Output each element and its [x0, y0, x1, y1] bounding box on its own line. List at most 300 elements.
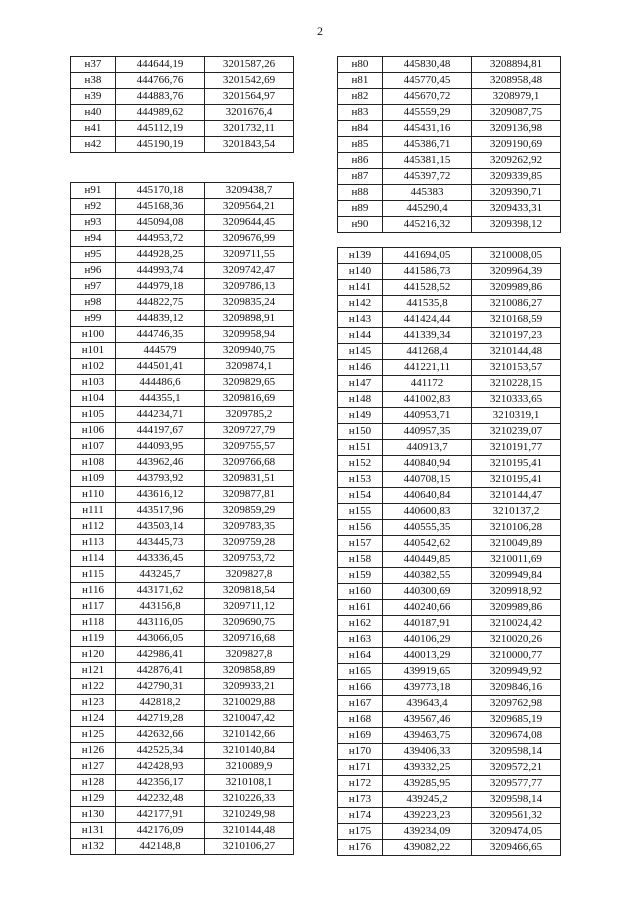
y-coordinate-cell: 3210239,07 — [472, 424, 561, 440]
point-name-cell: н120 — [71, 647, 116, 663]
table-row — [71, 183, 294, 199]
table-row — [71, 583, 294, 599]
point-name-cell: н42 — [71, 137, 116, 153]
point-name-cell: н109 — [71, 471, 116, 487]
point-name-cell: н94 — [71, 231, 116, 247]
point-name-cell: н82 — [338, 89, 383, 105]
table-row — [71, 215, 294, 231]
point-name-cell: н172 — [338, 776, 383, 792]
y-coordinate-cell: 3210191,77 — [472, 440, 561, 456]
table-row — [338, 264, 561, 280]
x-coordinate-cell: 439773,18 — [383, 680, 472, 696]
point-name-cell: н171 — [338, 760, 383, 776]
y-coordinate-cell: 3208979,1 — [472, 89, 561, 105]
x-coordinate-cell: 445290,4 — [383, 201, 472, 217]
point-name-cell: н162 — [338, 616, 383, 632]
table-row — [71, 551, 294, 567]
table-row — [71, 137, 294, 153]
x-coordinate-cell: 439082,22 — [383, 840, 472, 856]
y-coordinate-cell: 3210144,48 — [205, 823, 294, 839]
x-coordinate-cell: 444486,6 — [116, 375, 205, 391]
point-name-cell: н105 — [71, 407, 116, 423]
x-coordinate-cell: 443962,46 — [116, 455, 205, 471]
y-coordinate-cell: 3209644,45 — [205, 215, 294, 231]
y-coordinate-cell: 3210319,1 — [472, 408, 561, 424]
y-coordinate-cell: 3210137,2 — [472, 504, 561, 520]
table-row — [71, 743, 294, 759]
table-row — [71, 599, 294, 615]
table-row — [338, 312, 561, 328]
table-row — [338, 520, 561, 536]
table-row — [71, 247, 294, 263]
point-name-cell: н100 — [71, 327, 116, 343]
table-row — [338, 217, 561, 233]
y-coordinate-cell: 3210108,1 — [205, 775, 294, 791]
x-coordinate-cell: 440708,15 — [383, 472, 472, 488]
y-coordinate-cell: 3210153,57 — [472, 360, 561, 376]
point-name-cell: н102 — [71, 359, 116, 375]
point-name-cell: н149 — [338, 408, 383, 424]
y-coordinate-cell: 3210144,48 — [472, 344, 561, 360]
y-coordinate-cell: 3210024,42 — [472, 616, 561, 632]
table-row — [71, 807, 294, 823]
point-name-cell: н98 — [71, 295, 116, 311]
table-row — [71, 471, 294, 487]
table-row — [71, 89, 294, 105]
table-row — [338, 488, 561, 504]
point-name-cell: н142 — [338, 296, 383, 312]
y-coordinate-cell: 3209898,91 — [205, 311, 294, 327]
point-name-cell: н110 — [71, 487, 116, 503]
point-name-cell: н128 — [71, 775, 116, 791]
point-name-cell: н113 — [71, 535, 116, 551]
point-name-cell: н130 — [71, 807, 116, 823]
table-row — [71, 487, 294, 503]
table-row — [71, 343, 294, 359]
x-coordinate-cell: 444928,25 — [116, 247, 205, 263]
y-coordinate-cell: 3210086,27 — [472, 296, 561, 312]
table-row — [338, 648, 561, 664]
table-row — [71, 121, 294, 137]
y-coordinate-cell: 3201587,26 — [205, 57, 294, 73]
y-coordinate-cell: 3209989,86 — [472, 600, 561, 616]
x-coordinate-cell: 439643,4 — [383, 696, 472, 712]
y-coordinate-cell: 3209390,71 — [472, 185, 561, 201]
table-row — [71, 439, 294, 455]
point-name-cell: н173 — [338, 792, 383, 808]
y-coordinate-cell: 3209949,84 — [472, 568, 561, 584]
x-coordinate-cell: 445431,16 — [383, 121, 472, 137]
table-row — [71, 231, 294, 247]
x-coordinate-cell: 441694,05 — [383, 248, 472, 264]
table-row — [71, 295, 294, 311]
point-name-cell: н108 — [71, 455, 116, 471]
point-name-cell: н124 — [71, 711, 116, 727]
y-coordinate-cell: 3210228,15 — [472, 376, 561, 392]
point-name-cell: н126 — [71, 743, 116, 759]
point-name-cell: н123 — [71, 695, 116, 711]
x-coordinate-cell: 441002,83 — [383, 392, 472, 408]
point-name-cell: н40 — [71, 105, 116, 121]
x-coordinate-cell: 444953,72 — [116, 231, 205, 247]
x-coordinate-cell: 440542,62 — [383, 536, 472, 552]
point-name-cell: н151 — [338, 440, 383, 456]
y-coordinate-cell: 3209685,19 — [472, 712, 561, 728]
table-row — [338, 552, 561, 568]
x-coordinate-cell: 442632,66 — [116, 727, 205, 743]
point-name-cell: н38 — [71, 73, 116, 89]
x-coordinate-cell: 440013,29 — [383, 648, 472, 664]
point-name-cell: н88 — [338, 185, 383, 201]
point-name-cell: н146 — [338, 360, 383, 376]
x-coordinate-cell: 445383 — [383, 185, 472, 201]
point-name-cell: н92 — [71, 199, 116, 215]
x-coordinate-cell: 441221,11 — [383, 360, 472, 376]
point-name-cell: н168 — [338, 712, 383, 728]
y-coordinate-cell: 3210144,47 — [472, 488, 561, 504]
point-name-cell: н41 — [71, 121, 116, 137]
point-name-cell: н153 — [338, 472, 383, 488]
coordinates-table-bottom-right — [337, 247, 561, 856]
table-row — [338, 504, 561, 520]
y-coordinate-cell: 3209877,81 — [205, 487, 294, 503]
y-coordinate-cell: 3209949,92 — [472, 664, 561, 680]
y-coordinate-cell: 3209598,14 — [472, 744, 561, 760]
x-coordinate-cell: 445770,45 — [383, 73, 472, 89]
table-row — [338, 760, 561, 776]
x-coordinate-cell: 443171,62 — [116, 583, 205, 599]
x-coordinate-cell: 443245,7 — [116, 567, 205, 583]
table-row — [338, 696, 561, 712]
point-name-cell: н145 — [338, 344, 383, 360]
y-coordinate-cell: 3210029,88 — [205, 695, 294, 711]
table-row — [71, 535, 294, 551]
y-coordinate-cell: 3209835,24 — [205, 295, 294, 311]
point-name-cell: н104 — [71, 391, 116, 407]
table-row — [338, 440, 561, 456]
y-coordinate-cell: 3209398,12 — [472, 217, 561, 233]
x-coordinate-cell: 445381,15 — [383, 153, 472, 169]
point-name-cell: н129 — [71, 791, 116, 807]
table-row — [71, 791, 294, 807]
y-coordinate-cell: 3210020,26 — [472, 632, 561, 648]
table-row — [338, 456, 561, 472]
y-coordinate-cell: 3209433,31 — [472, 201, 561, 217]
page-number: 2 — [317, 24, 323, 38]
y-coordinate-cell: 3210142,66 — [205, 727, 294, 743]
x-coordinate-cell: 445168,36 — [116, 199, 205, 215]
table-row — [338, 808, 561, 824]
x-coordinate-cell: 442428,93 — [116, 759, 205, 775]
x-coordinate-cell: 444993,74 — [116, 263, 205, 279]
x-coordinate-cell: 444989,62 — [116, 105, 205, 121]
point-name-cell: н93 — [71, 215, 116, 231]
table-row — [338, 792, 561, 808]
point-name-cell: н116 — [71, 583, 116, 599]
table-row — [338, 424, 561, 440]
x-coordinate-cell: 440300,69 — [383, 584, 472, 600]
x-coordinate-cell: 440555,35 — [383, 520, 472, 536]
x-coordinate-cell: 440449,85 — [383, 552, 472, 568]
x-coordinate-cell: 445559,29 — [383, 105, 472, 121]
y-coordinate-cell: 3209766,68 — [205, 455, 294, 471]
y-coordinate-cell: 3210226,33 — [205, 791, 294, 807]
x-coordinate-cell: 440640,84 — [383, 488, 472, 504]
y-coordinate-cell: 3201564,97 — [205, 89, 294, 105]
table-row — [338, 169, 561, 185]
x-coordinate-cell: 445830,48 — [383, 57, 472, 73]
point-name-cell: н169 — [338, 728, 383, 744]
y-coordinate-cell: 3208894,81 — [472, 57, 561, 73]
x-coordinate-cell: 444197,67 — [116, 423, 205, 439]
x-coordinate-cell: 444355,1 — [116, 391, 205, 407]
y-coordinate-cell: 3201843,54 — [205, 137, 294, 153]
point-name-cell: н97 — [71, 279, 116, 295]
x-coordinate-cell: 439406,33 — [383, 744, 472, 760]
y-coordinate-cell: 3209190,69 — [472, 137, 561, 153]
point-name-cell: н95 — [71, 247, 116, 263]
table-row — [338, 185, 561, 201]
x-coordinate-cell: 440957,35 — [383, 424, 472, 440]
y-coordinate-cell: 3209742,47 — [205, 263, 294, 279]
table-row — [71, 631, 294, 647]
table-row — [71, 615, 294, 631]
y-coordinate-cell: 3209759,28 — [205, 535, 294, 551]
point-name-cell: н101 — [71, 343, 116, 359]
x-coordinate-cell: 439223,23 — [383, 808, 472, 824]
y-coordinate-cell: 3201542,69 — [205, 73, 294, 89]
table-row — [338, 328, 561, 344]
x-coordinate-cell: 443503,14 — [116, 519, 205, 535]
x-coordinate-cell: 442525,34 — [116, 743, 205, 759]
y-coordinate-cell: 3210008,05 — [472, 248, 561, 264]
y-coordinate-cell: 3209964,39 — [472, 264, 561, 280]
y-coordinate-cell: 3210089,9 — [205, 759, 294, 775]
x-coordinate-cell: 439234,09 — [383, 824, 472, 840]
y-coordinate-cell: 3209755,57 — [205, 439, 294, 455]
table-row — [71, 391, 294, 407]
x-coordinate-cell: 443336,45 — [116, 551, 205, 567]
point-name-cell: н90 — [338, 217, 383, 233]
point-name-cell: н170 — [338, 744, 383, 760]
table-row — [338, 248, 561, 264]
table-row — [338, 632, 561, 648]
table-row — [338, 616, 561, 632]
x-coordinate-cell: 440382,55 — [383, 568, 472, 584]
point-name-cell: н166 — [338, 680, 383, 696]
y-coordinate-cell: 3210249,98 — [205, 807, 294, 823]
point-name-cell: н163 — [338, 632, 383, 648]
x-coordinate-cell: 442876,41 — [116, 663, 205, 679]
x-coordinate-cell: 442232,48 — [116, 791, 205, 807]
table-row — [71, 105, 294, 121]
point-name-cell: н89 — [338, 201, 383, 217]
table-row — [338, 376, 561, 392]
x-coordinate-cell: 440953,71 — [383, 408, 472, 424]
y-coordinate-cell: 3210168,59 — [472, 312, 561, 328]
x-coordinate-cell: 441528,52 — [383, 280, 472, 296]
x-coordinate-cell: 439285,95 — [383, 776, 472, 792]
y-coordinate-cell: 3209598,14 — [472, 792, 561, 808]
x-coordinate-cell: 439919,65 — [383, 664, 472, 680]
point-name-cell: н107 — [71, 439, 116, 455]
point-name-cell: н112 — [71, 519, 116, 535]
x-coordinate-cell: 445170,18 — [116, 183, 205, 199]
table-row — [338, 153, 561, 169]
y-coordinate-cell: 3209753,72 — [205, 551, 294, 567]
y-coordinate-cell: 3210011,69 — [472, 552, 561, 568]
x-coordinate-cell: 444644,19 — [116, 57, 205, 73]
point-name-cell: н157 — [338, 536, 383, 552]
table-row — [71, 839, 294, 855]
y-coordinate-cell: 3210197,23 — [472, 328, 561, 344]
point-name-cell: н131 — [71, 823, 116, 839]
y-coordinate-cell: 3209339,85 — [472, 169, 561, 185]
table-row — [338, 89, 561, 105]
table-row — [338, 201, 561, 217]
point-name-cell: н119 — [71, 631, 116, 647]
table-row — [71, 711, 294, 727]
table-row — [338, 728, 561, 744]
point-name-cell: н164 — [338, 648, 383, 664]
y-coordinate-cell: 3210333,65 — [472, 392, 561, 408]
table-row — [71, 775, 294, 791]
y-coordinate-cell: 3208958,48 — [472, 73, 561, 89]
table-row — [71, 695, 294, 711]
y-coordinate-cell: 3209818,54 — [205, 583, 294, 599]
x-coordinate-cell: 443156,8 — [116, 599, 205, 615]
x-coordinate-cell: 443445,73 — [116, 535, 205, 551]
table-row — [338, 105, 561, 121]
y-coordinate-cell: 3209711,55 — [205, 247, 294, 263]
x-coordinate-cell: 443616,12 — [116, 487, 205, 503]
x-coordinate-cell: 442176,09 — [116, 823, 205, 839]
y-coordinate-cell: 3209438,7 — [205, 183, 294, 199]
x-coordinate-cell: 442148,8 — [116, 839, 205, 855]
y-coordinate-cell: 3210049,89 — [472, 536, 561, 552]
point-name-cell: н161 — [338, 600, 383, 616]
point-name-cell: н155 — [338, 504, 383, 520]
y-coordinate-cell: 3209846,16 — [472, 680, 561, 696]
table-row — [71, 423, 294, 439]
table-row — [338, 57, 561, 73]
table-row — [71, 759, 294, 775]
point-name-cell: н156 — [338, 520, 383, 536]
y-coordinate-cell: 3209577,77 — [472, 776, 561, 792]
point-name-cell: н125 — [71, 727, 116, 743]
x-coordinate-cell: 440187,91 — [383, 616, 472, 632]
table-row — [71, 199, 294, 215]
y-coordinate-cell: 3209785,2 — [205, 407, 294, 423]
coordinates-table-top-left — [70, 56, 294, 153]
x-coordinate-cell: 444746,35 — [116, 327, 205, 343]
y-coordinate-cell: 3209829,65 — [205, 375, 294, 391]
y-coordinate-cell: 3209827,8 — [205, 567, 294, 583]
table-row — [338, 824, 561, 840]
point-name-cell: н121 — [71, 663, 116, 679]
y-coordinate-cell: 3209466,65 — [472, 840, 561, 856]
y-coordinate-cell: 3209716,68 — [205, 631, 294, 647]
y-coordinate-cell: 3209762,98 — [472, 696, 561, 712]
x-coordinate-cell: 439245,2 — [383, 792, 472, 808]
x-coordinate-cell: 439567,46 — [383, 712, 472, 728]
point-name-cell: н80 — [338, 57, 383, 73]
table-row — [338, 584, 561, 600]
y-coordinate-cell: 3209690,75 — [205, 615, 294, 631]
y-coordinate-cell: 3209561,32 — [472, 808, 561, 824]
y-coordinate-cell: 3209087,75 — [472, 105, 561, 121]
x-coordinate-cell: 444979,18 — [116, 279, 205, 295]
y-coordinate-cell: 3209874,1 — [205, 359, 294, 375]
point-name-cell: н174 — [338, 808, 383, 824]
x-coordinate-cell: 444822,75 — [116, 295, 205, 311]
table-row — [71, 503, 294, 519]
table-row — [71, 375, 294, 391]
point-name-cell: н114 — [71, 551, 116, 567]
table-row — [71, 359, 294, 375]
y-coordinate-cell: 3210106,28 — [472, 520, 561, 536]
point-name-cell: н87 — [338, 169, 383, 185]
point-name-cell: н96 — [71, 263, 116, 279]
point-name-cell: н139 — [338, 248, 383, 264]
table-row — [338, 680, 561, 696]
x-coordinate-cell: 442818,2 — [116, 695, 205, 711]
table-row — [338, 392, 561, 408]
y-coordinate-cell: 3209816,69 — [205, 391, 294, 407]
point-name-cell: н148 — [338, 392, 383, 408]
x-coordinate-cell: 439463,75 — [383, 728, 472, 744]
point-name-cell: н91 — [71, 183, 116, 199]
table-row — [71, 57, 294, 73]
x-coordinate-cell: 444839,12 — [116, 311, 205, 327]
x-coordinate-cell: 440913,7 — [383, 440, 472, 456]
x-coordinate-cell: 440106,29 — [383, 632, 472, 648]
y-coordinate-cell: 3210000,77 — [472, 648, 561, 664]
x-coordinate-cell: 444766,76 — [116, 73, 205, 89]
y-coordinate-cell: 3210047,42 — [205, 711, 294, 727]
coordinates-table-bottom-left — [70, 182, 294, 855]
y-coordinate-cell: 3210195,41 — [472, 472, 561, 488]
table-row — [71, 663, 294, 679]
y-coordinate-cell: 3210140,84 — [205, 743, 294, 759]
x-coordinate-cell: 441339,34 — [383, 328, 472, 344]
x-coordinate-cell: 442986,41 — [116, 647, 205, 663]
point-name-cell: н99 — [71, 311, 116, 327]
x-coordinate-cell: 445386,71 — [383, 137, 472, 153]
point-name-cell: н140 — [338, 264, 383, 280]
table-row — [71, 407, 294, 423]
table-row — [338, 744, 561, 760]
x-coordinate-cell: 441535,8 — [383, 296, 472, 312]
y-coordinate-cell: 3209786,13 — [205, 279, 294, 295]
y-coordinate-cell: 3209674,08 — [472, 728, 561, 744]
x-coordinate-cell: 444234,71 — [116, 407, 205, 423]
point-name-cell: н159 — [338, 568, 383, 584]
x-coordinate-cell: 444501,41 — [116, 359, 205, 375]
y-coordinate-cell: 3209572,21 — [472, 760, 561, 776]
y-coordinate-cell: 3209831,51 — [205, 471, 294, 487]
table-row — [338, 137, 561, 153]
table-row — [71, 327, 294, 343]
point-name-cell: н160 — [338, 584, 383, 600]
x-coordinate-cell: 444883,76 — [116, 89, 205, 105]
table-row — [338, 536, 561, 552]
point-name-cell: н144 — [338, 328, 383, 344]
point-name-cell: н175 — [338, 824, 383, 840]
point-name-cell: н143 — [338, 312, 383, 328]
table-row — [71, 647, 294, 663]
table-row — [338, 296, 561, 312]
